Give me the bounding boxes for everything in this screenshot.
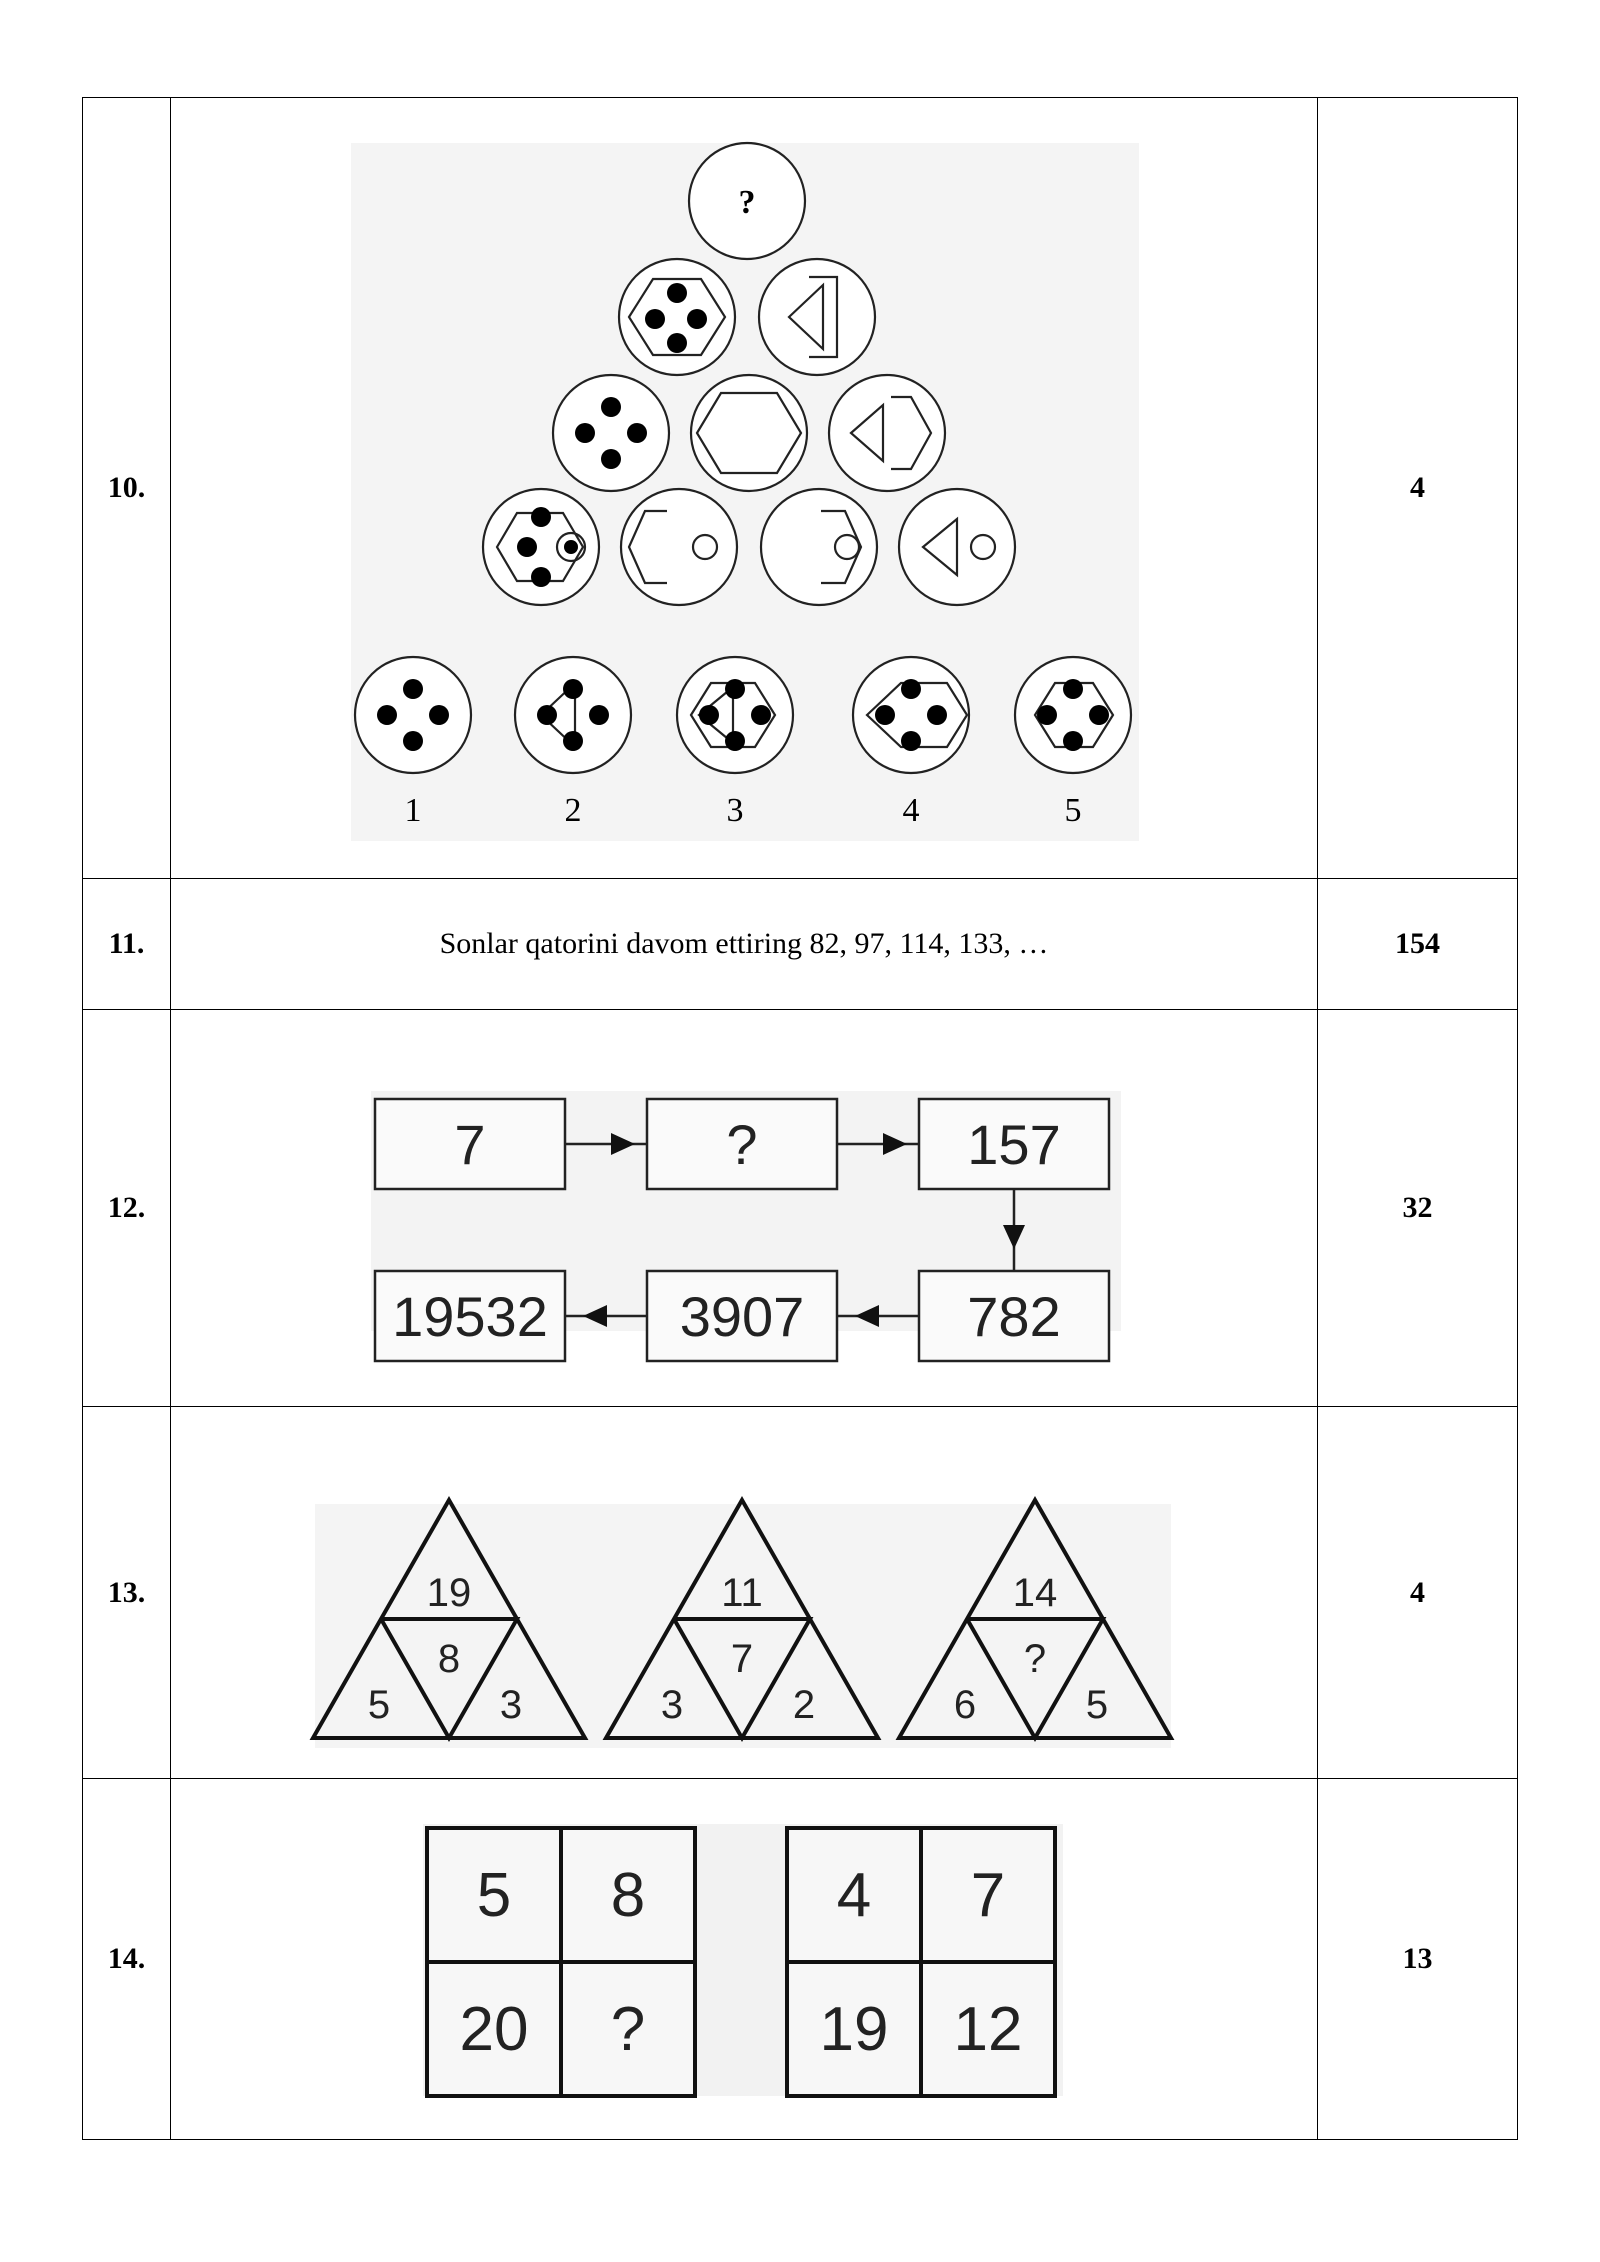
grid-cell: 8 [610,1860,646,1930]
answer-cell: 13 [1318,1779,1518,2140]
grid-cell: 5 [476,1860,512,1930]
flow-box-1: 7 [454,1112,486,1176]
grid-cell: 12 [953,1994,1023,2064]
flow-box-5: 3907 [679,1284,805,1348]
questions-table [82,97,1518,2140]
answer-cell: 4 [1318,1407,1518,1779]
answer-cell: 4 [1318,98,1518,879]
option-label-3: 3 [726,791,744,829]
triangle-center: ? [1023,1636,1047,1681]
answer-cell: 32 [1318,1010,1518,1407]
flow-box-4: 782 [967,1284,1061,1348]
question-number: 11. [83,879,171,1010]
flow-box-3: 157 [967,1112,1061,1176]
option-circle-2[interactable] [515,657,631,773]
triangle-center: 8 [437,1636,461,1681]
option-circle-4[interactable] [853,657,969,773]
triangle-left: 3 [660,1682,684,1727]
question-number: 12. [83,1010,171,1407]
answer-cell: 154 [1318,879,1518,1010]
question-number: 14. [83,1779,171,2140]
grid-cell: 19 [819,1994,889,2064]
flow-box-2: ? [726,1112,758,1176]
grid-cell: 7 [970,1860,1006,1930]
grid-cell: ? [610,1994,646,2064]
triangle-right: 2 [792,1682,816,1727]
option-label-2: 2 [564,791,582,829]
question-number: 13. [83,1407,171,1779]
triangle-top: 14 [1012,1570,1058,1615]
question-row-11 [83,879,1518,1010]
option-label-5: 5 [1064,791,1082,829]
question-content [171,1407,1318,1779]
triangle-left: 5 [367,1682,391,1727]
question-number: 10. [83,98,171,879]
question-row-14 [83,1779,1518,2140]
question-text: Sonlar qatorini davom ettiring 82, 97, 114, 133, … [171,879,1318,1010]
triangle-top: 11 [721,1570,763,1615]
triangle-right: 3 [499,1682,523,1727]
grid-puzzle [171,1780,1317,2139]
option-label-4: 4 [902,791,920,829]
option-circle-1[interactable] [355,657,471,773]
question-content [171,1010,1318,1407]
triangle-top: 19 [426,1570,472,1615]
question-row-10 [83,98,1518,879]
question-mark: ? [738,183,756,221]
grid-cell: 20 [459,1994,529,2064]
grid-cell: 4 [836,1860,872,1930]
question-row-12 [83,1010,1518,1407]
triangle-left: 6 [953,1682,977,1727]
triangle-puzzle [171,1408,1317,1778]
number-flow-puzzle [171,1011,1317,1406]
pyramid-puzzle [171,99,1317,878]
flow-box-6: 19532 [392,1284,548,1348]
question-content [171,1779,1318,2140]
triangle-center: 7 [730,1636,754,1681]
triangle-right: 5 [1085,1682,1109,1727]
option-label-1: 1 [404,791,422,829]
question-content [171,98,1318,879]
question-row-13 [83,1407,1518,1779]
